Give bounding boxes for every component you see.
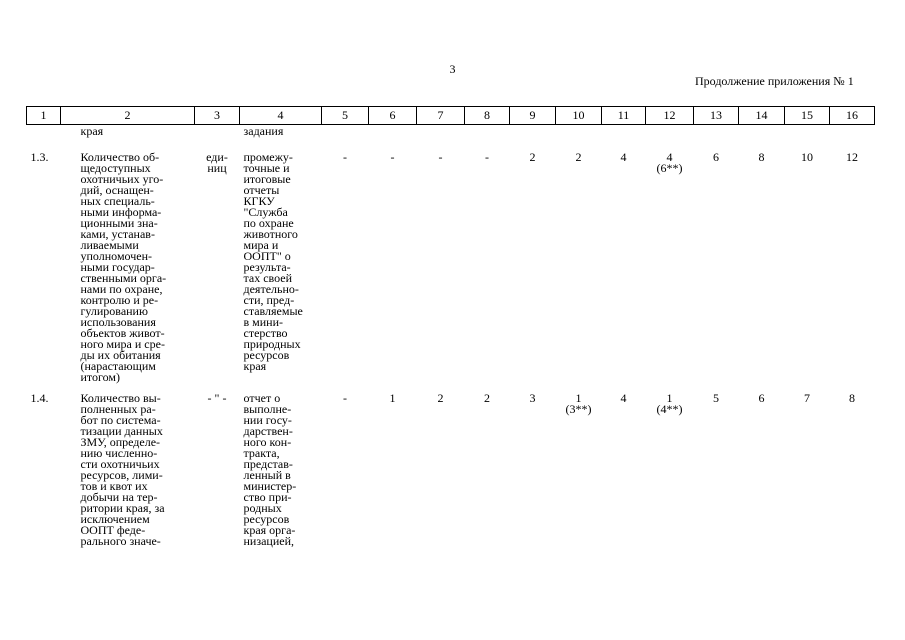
value-cell: 2 <box>484 391 490 405</box>
value-cell: 8 <box>849 391 855 405</box>
page-number: 3 <box>449 62 456 76</box>
unit-cell: - " - <box>207 391 227 405</box>
value-cell: 2 <box>437 391 444 405</box>
table-row <box>27 152 875 393</box>
column-header: 11 <box>602 107 646 125</box>
value-main: 4 <box>666 150 673 164</box>
carryover-text: края <box>80 124 104 138</box>
column-header: 3 <box>195 107 240 125</box>
value-cell: 6 <box>758 391 765 405</box>
value-cell: 4 <box>620 150 627 164</box>
value-cell: 4 <box>620 391 627 405</box>
column-header: 12 <box>646 107 694 125</box>
value-note: (3**) <box>565 402 592 416</box>
column-header: 6 <box>369 107 417 125</box>
indicator-name: Количество об- щедоступных охотничьих уго- дий, оснащен- ных специаль- ными информа- ционными зна- ками, устанав- ливаемыми уполномочен- ными государ- ственными орга- нами по охране, контролю и ре- гулированию использования объектов живот- ного мира и сре- ды их обитания (нарастающим итогом) <box>80 150 167 384</box>
column-header: 8 <box>465 107 510 125</box>
value-cell: 12 <box>846 150 858 164</box>
column-header: 15 <box>785 107 830 125</box>
value-cell: 8 <box>758 150 765 164</box>
column-header: 4 <box>240 107 322 125</box>
row-number: 1.3. <box>30 150 49 164</box>
column-header: 7 <box>417 107 465 125</box>
unit-cell: еди- ниц <box>206 150 228 175</box>
carryover-row <box>27 125 875 153</box>
value-cell <box>646 152 694 393</box>
value-main: 1 <box>575 391 582 405</box>
value-note: (4**) <box>656 402 683 416</box>
row-number: 1.4. <box>30 391 49 405</box>
value-cell: 3 <box>529 391 536 405</box>
column-header: 2 <box>61 107 195 125</box>
column-header: 13 <box>694 107 739 125</box>
value-cell: 2 <box>575 150 582 164</box>
value-note: (6**) <box>656 161 683 175</box>
indicator-table <box>26 106 875 547</box>
value-cell: - <box>343 391 347 405</box>
continuation-label: Продолжение приложения № 1 <box>695 74 854 88</box>
value-cell: - <box>485 150 489 164</box>
value-cell: 5 <box>713 391 719 405</box>
value-cell: 6 <box>713 150 719 164</box>
source-document: промежу- точные и итоговые отчеты КГКУ "Служба по охране животного мира и ООПТ" о результа- тах своей деятельно- сти, пред- ставляемые в мини- стерство природных ресурсов края <box>243 150 303 373</box>
column-header: 1 <box>27 107 61 125</box>
column-header: 9 <box>510 107 556 125</box>
column-number-row <box>27 107 875 125</box>
indicator-name: Количество вы- полненных ра- бот по система- тизации данных ЗМУ, определе- нию численно- сти охотничьих ресурсов, лими- тов и квот их добычи на тер- ритории края, за исключением ООПТ феде- рального значе- <box>80 391 165 548</box>
value-cell: - <box>390 150 395 164</box>
value-main: 1 <box>666 391 673 405</box>
source-document: отчет о выполне- нии госу- дарствен- ного кон- тракта, представ- ленный в министер- ство при- родных ресурсов края орга- низацией, <box>243 391 297 548</box>
carryover-doc: задания <box>243 124 284 138</box>
value-cell: 7 <box>804 391 810 405</box>
value-cell: 2 <box>529 150 536 164</box>
value-cell: - <box>343 150 347 164</box>
value-cell: 1 <box>389 391 396 405</box>
column-header: 14 <box>739 107 785 125</box>
value-cell <box>646 393 694 547</box>
value-cell <box>556 393 602 547</box>
value-cell: 10 <box>801 150 813 164</box>
column-header: 16 <box>830 107 875 125</box>
column-header: 5 <box>322 107 369 125</box>
column-header: 10 <box>556 107 602 125</box>
table-row <box>27 393 875 547</box>
value-cell: - <box>438 150 443 164</box>
